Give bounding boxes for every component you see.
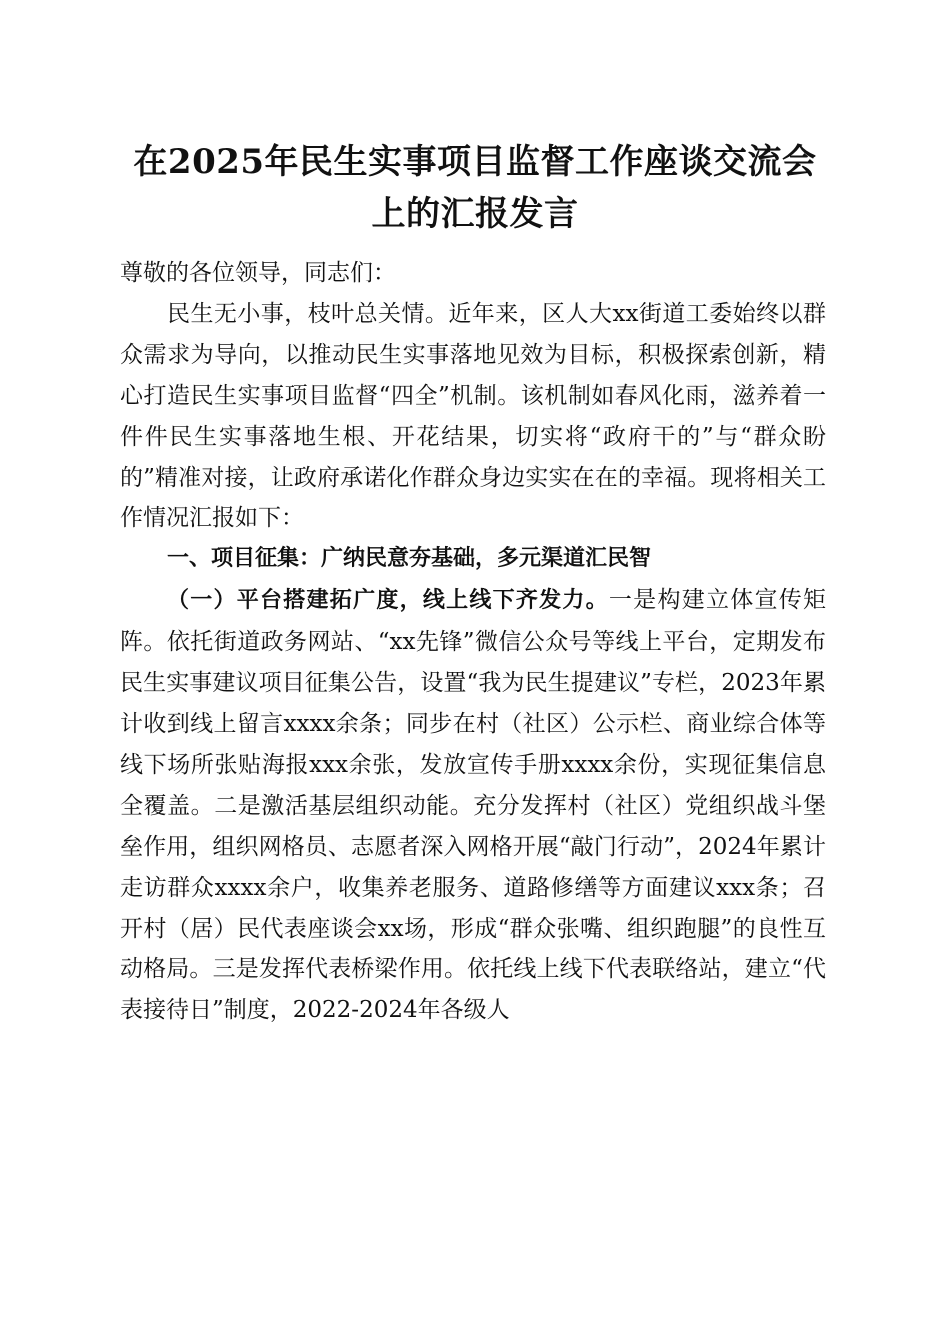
document-title — [100, 136, 850, 240]
subsection-1-heading: （一）平台搭建拓广度，线上线下齐发力。 — [167, 588, 609, 614]
salutation: 尊敬的各位领导，同志们： — [120, 260, 396, 286]
subsection-1-paragraph — [120, 580, 826, 1031]
document-body — [120, 253, 826, 1031]
subsection-1-body: 一是构建立体宣传矩阵。依托街道政务网站、“xx先锋”微信公众号等线上平台，定期发布民生实事建议项目征集公告，设置“我为民生提建议”专栏，2023年累计收到线上留言xxxx余条；同步在村（社区）公示栏、商业综合体等线下场所张贴海报xxx余张，发放宣传手册xxxx余份，实现征集信息全覆盖。二是激活基层组织动能。充分发挥村（社区）党组织战斗堡垒作用，组织网格员、志愿者深入网格开展“敲门行动”，2024年累计走访群众xxxx余户，收集养老服务、道路修缮等方面建议xxx条；召开村（居）民代表座谈会xx场，形成“群众张嘴、组织跑腿”的良性互动格局。三是发挥代表桥梁作用。依托线上线下代表联络站，建立“代表接待日”制度，2022-2024年各级人 — [120, 587, 826, 1024]
section-1-heading: 一、项目征集：广纳民意夯基础，多元渠道汇民智 — [167, 546, 652, 572]
title-line-2: 上的汇报发言 — [371, 194, 579, 234]
title-line-1: 在2025年民生实事项目监督工作座谈交流会 — [133, 142, 817, 182]
intro-paragraph: 民生无小事，枝叶总关情。近年来，区人大xx街道工委始终以群众需求为导向，以推动民生实事落地见效为目标，积极探索创新，精心打造民生实事项目监督“四全”机制。该机制如春风化雨，滋养着一件件民生实事落地生根、开花结果，切实将“政府干的”与“群众盼的”精准对接，让政府承诺化作群众身边实实在在的幸福。现将相关工作情况汇报如下： — [120, 300, 826, 532]
